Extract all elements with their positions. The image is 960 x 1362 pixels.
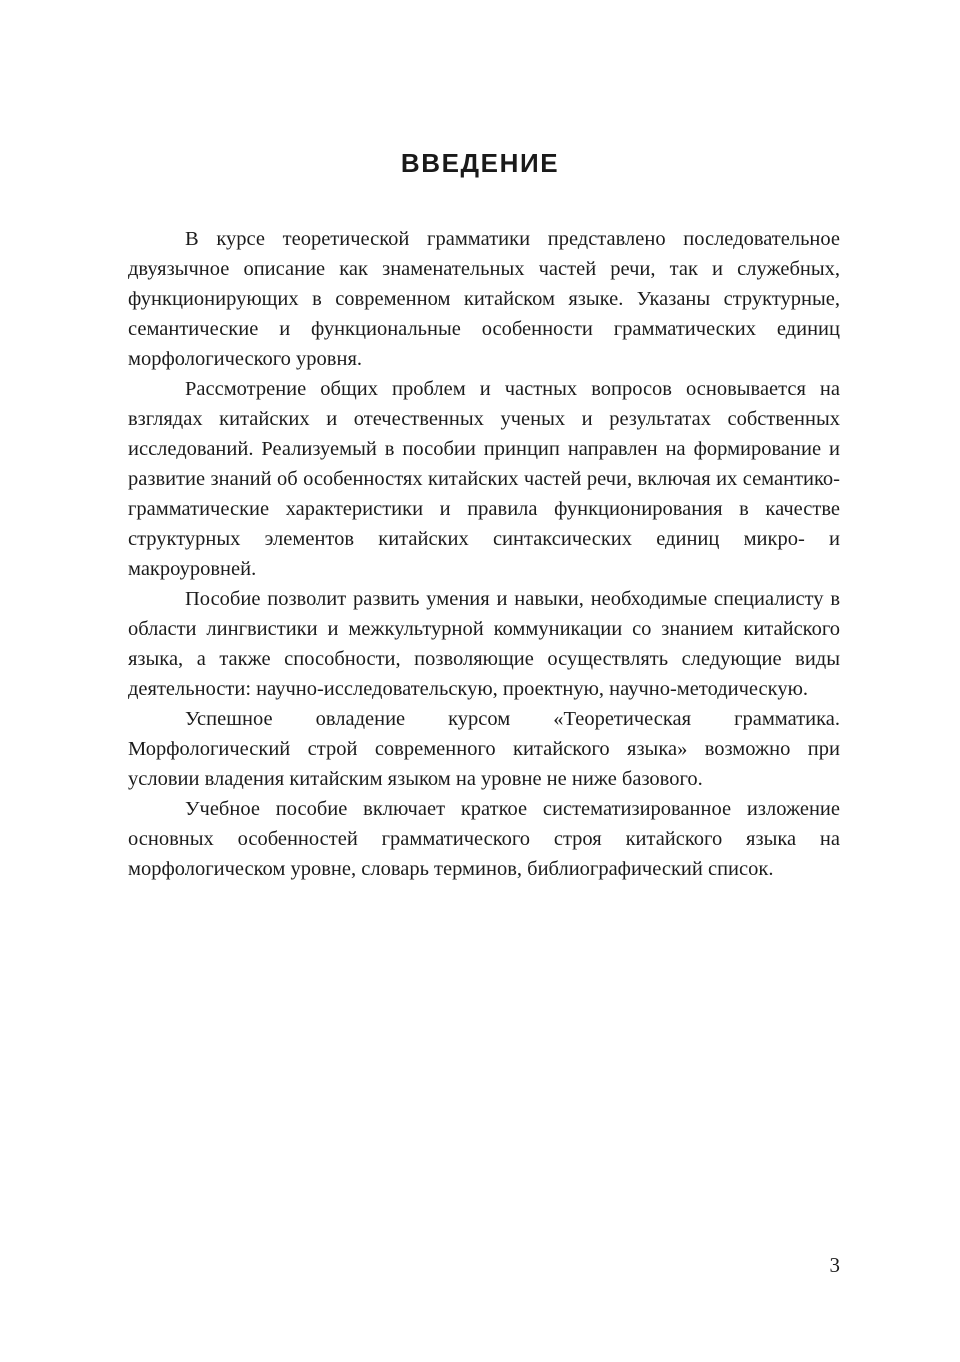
- page-number: 3: [829, 1253, 840, 1277]
- paragraph-2: Рассмотрение общих проблем и частных вопросов основывается на взглядах китайских и отечественных ученых и результатах собственных исследований. Реализуемый в пособии принцип направлен на формирование и развитие знаний об особенностях китайских частей речи, включая их семантико-грамматические характеристики и правила функционирования в качестве структурных элементов китайских синтаксических единиц микро- и макроуровней.: [128, 378, 840, 580]
- paragraph-5: Учебное пособие включает краткое систематизированное изложение основных особенностей грамматического строя китайского языка на морфологическом уровне, словарь терминов, библиографический список.: [128, 798, 840, 880]
- body-text-block: [128, 224, 840, 884]
- paragraph-3: Пособие позволит развить умения и навыки, необходимые специалисту в области лингвистики и межкультурной коммуникации со знанием китайского языка, а также способности, позволяющие осуществлять следующие виды деятельности: научно-исследовательскую, проектную, научно-методическую.: [128, 588, 840, 700]
- paragraph-1: В курсе теоретической грамматики представлено последовательное двуязычное описание как знаменательных частей речи, так и служебных, функционирующих в современном китайском языке. Указаны структурные, семантические и функциональные особенности грамматических единиц морфологического уровня.: [128, 228, 840, 370]
- page-title: ВВЕДЕНИЕ: [400, 148, 560, 179]
- paragraph-4: Успешное овладение курсом «Теоретическая грамматика. Морфологический строй современного китайского языка» возможно при условии владения китайским языком на уровне не ниже базового.: [128, 708, 840, 790]
